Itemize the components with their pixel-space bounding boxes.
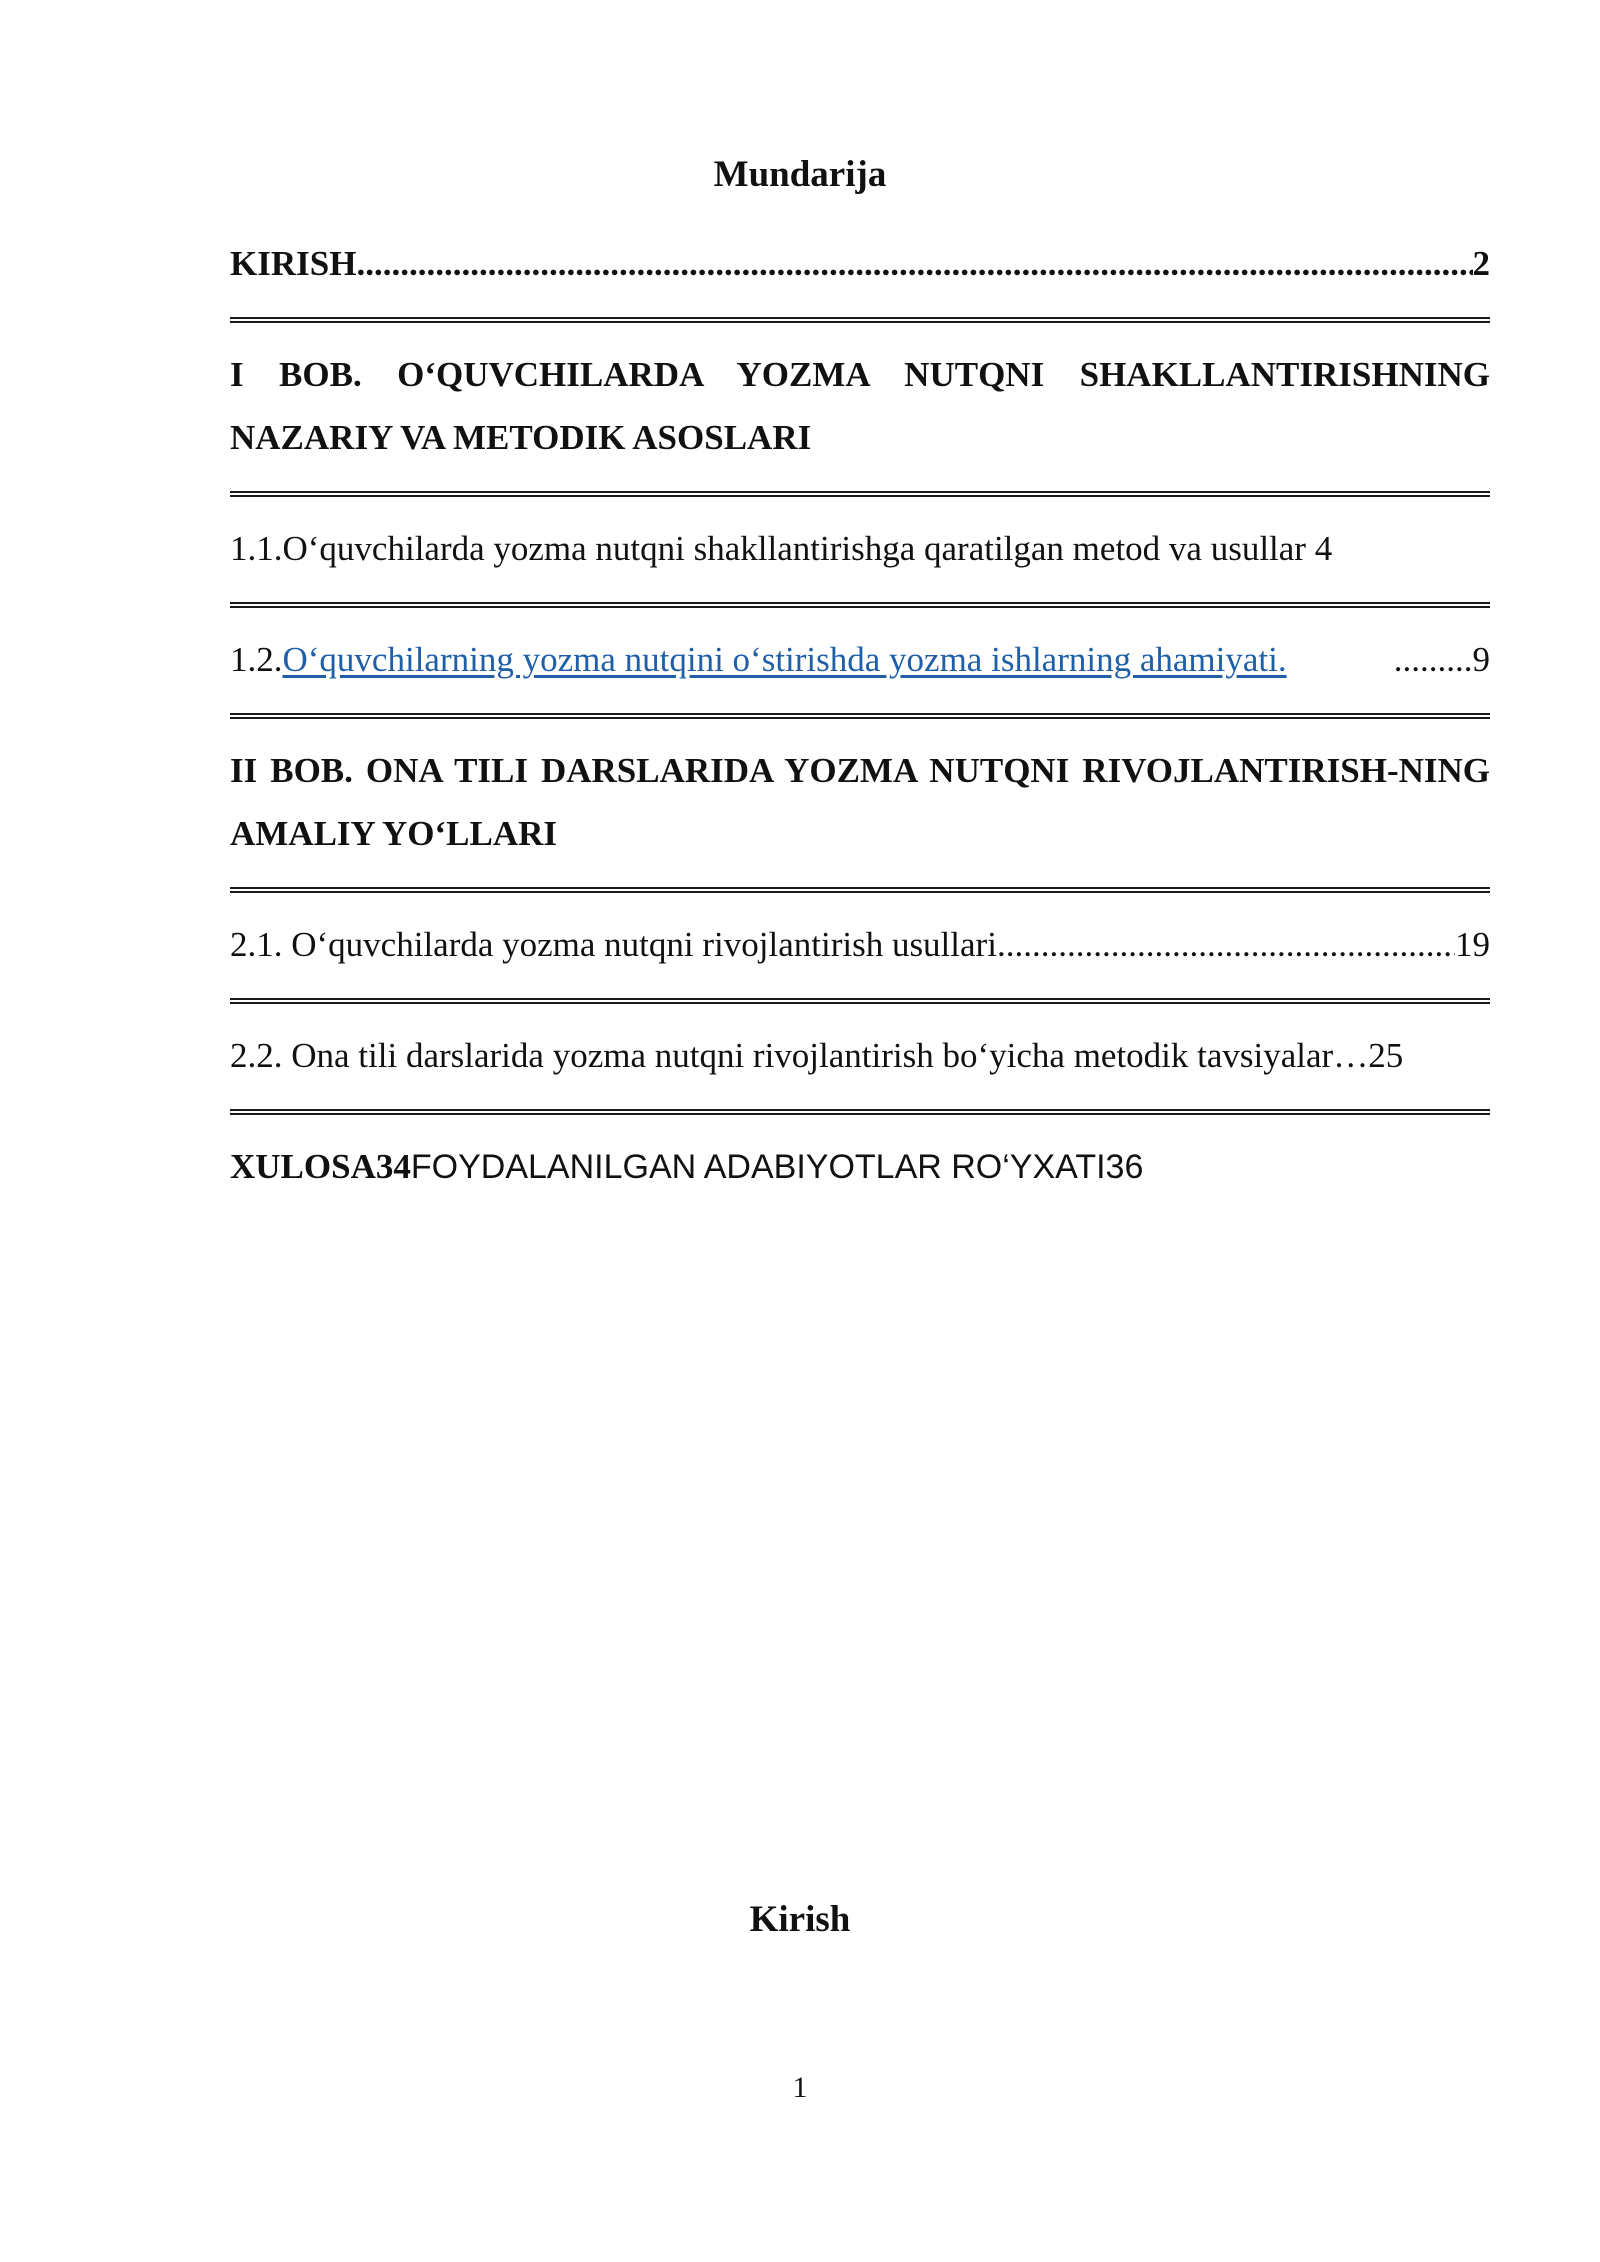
table-of-contents [230,232,1490,1199]
toc-entry-conclusion-bold: XULOSA34 [230,1147,411,1186]
intro-heading: Kirish [749,1899,851,1940]
toc-title: Mundarija [713,154,887,195]
page-number: 1 [792,2071,808,2104]
toc-entry-label: KIRISH [230,244,357,283]
toc-entry-chapter-2[interactable]: II BOB. ONA TILI DARSLARIDA YOZMA NUTQNI RIVOJLANTIRISH-NING AMALIY YO‘LLARI [230,751,1490,853]
toc-entry-section-2-1[interactable] [230,913,1490,976]
dot-leader [997,913,1455,976]
toc-entry-section-1-2[interactable] [230,628,1490,691]
toc-entry-conclusion[interactable] [230,1135,1490,1199]
toc-page-number: 9 [1472,640,1490,679]
toc-page-number: 19 [1455,925,1490,964]
toc-entry-references: FOYDALANILGAN ADABIYOTLAR RO‘YXATI36 [410,1148,1144,1186]
dot-leader: ......... [1393,640,1473,679]
toc-entry-section-2-2[interactable]: 2.2. Ona tili darslarida yozma nutqni rivojlantirish bo‘yicha metodik tavsiyalar…25 [230,1036,1404,1075]
toc-entry-chapter-1[interactable]: I BOB. O‘QUVCHILARDA YOZMA NUTQNI SHAKLLANTIRISHNING NAZARIY VA METODIK ASOSLARI [230,355,1490,457]
dot-leader [356,232,1472,295]
toc-entry-section-1-1[interactable]: 1.1.O‘quvchilarda yozma nutqni shakllantirishga qaratilgan metod va usullar 4 [230,529,1333,568]
toc-page-number: 2 [1472,244,1490,283]
toc-entry-number: 1.2. [230,640,283,679]
toc-entry-kirish[interactable] [230,232,1490,295]
toc-entry-label: 2.1. O‘quvchilarda yozma nutqni rivojlantirish usullari [230,925,997,964]
toc-entry-link[interactable]: O‘quvchilarning yozma nutqini o‘stirishda yozma ishlarning ahamiyati. [282,640,1287,679]
